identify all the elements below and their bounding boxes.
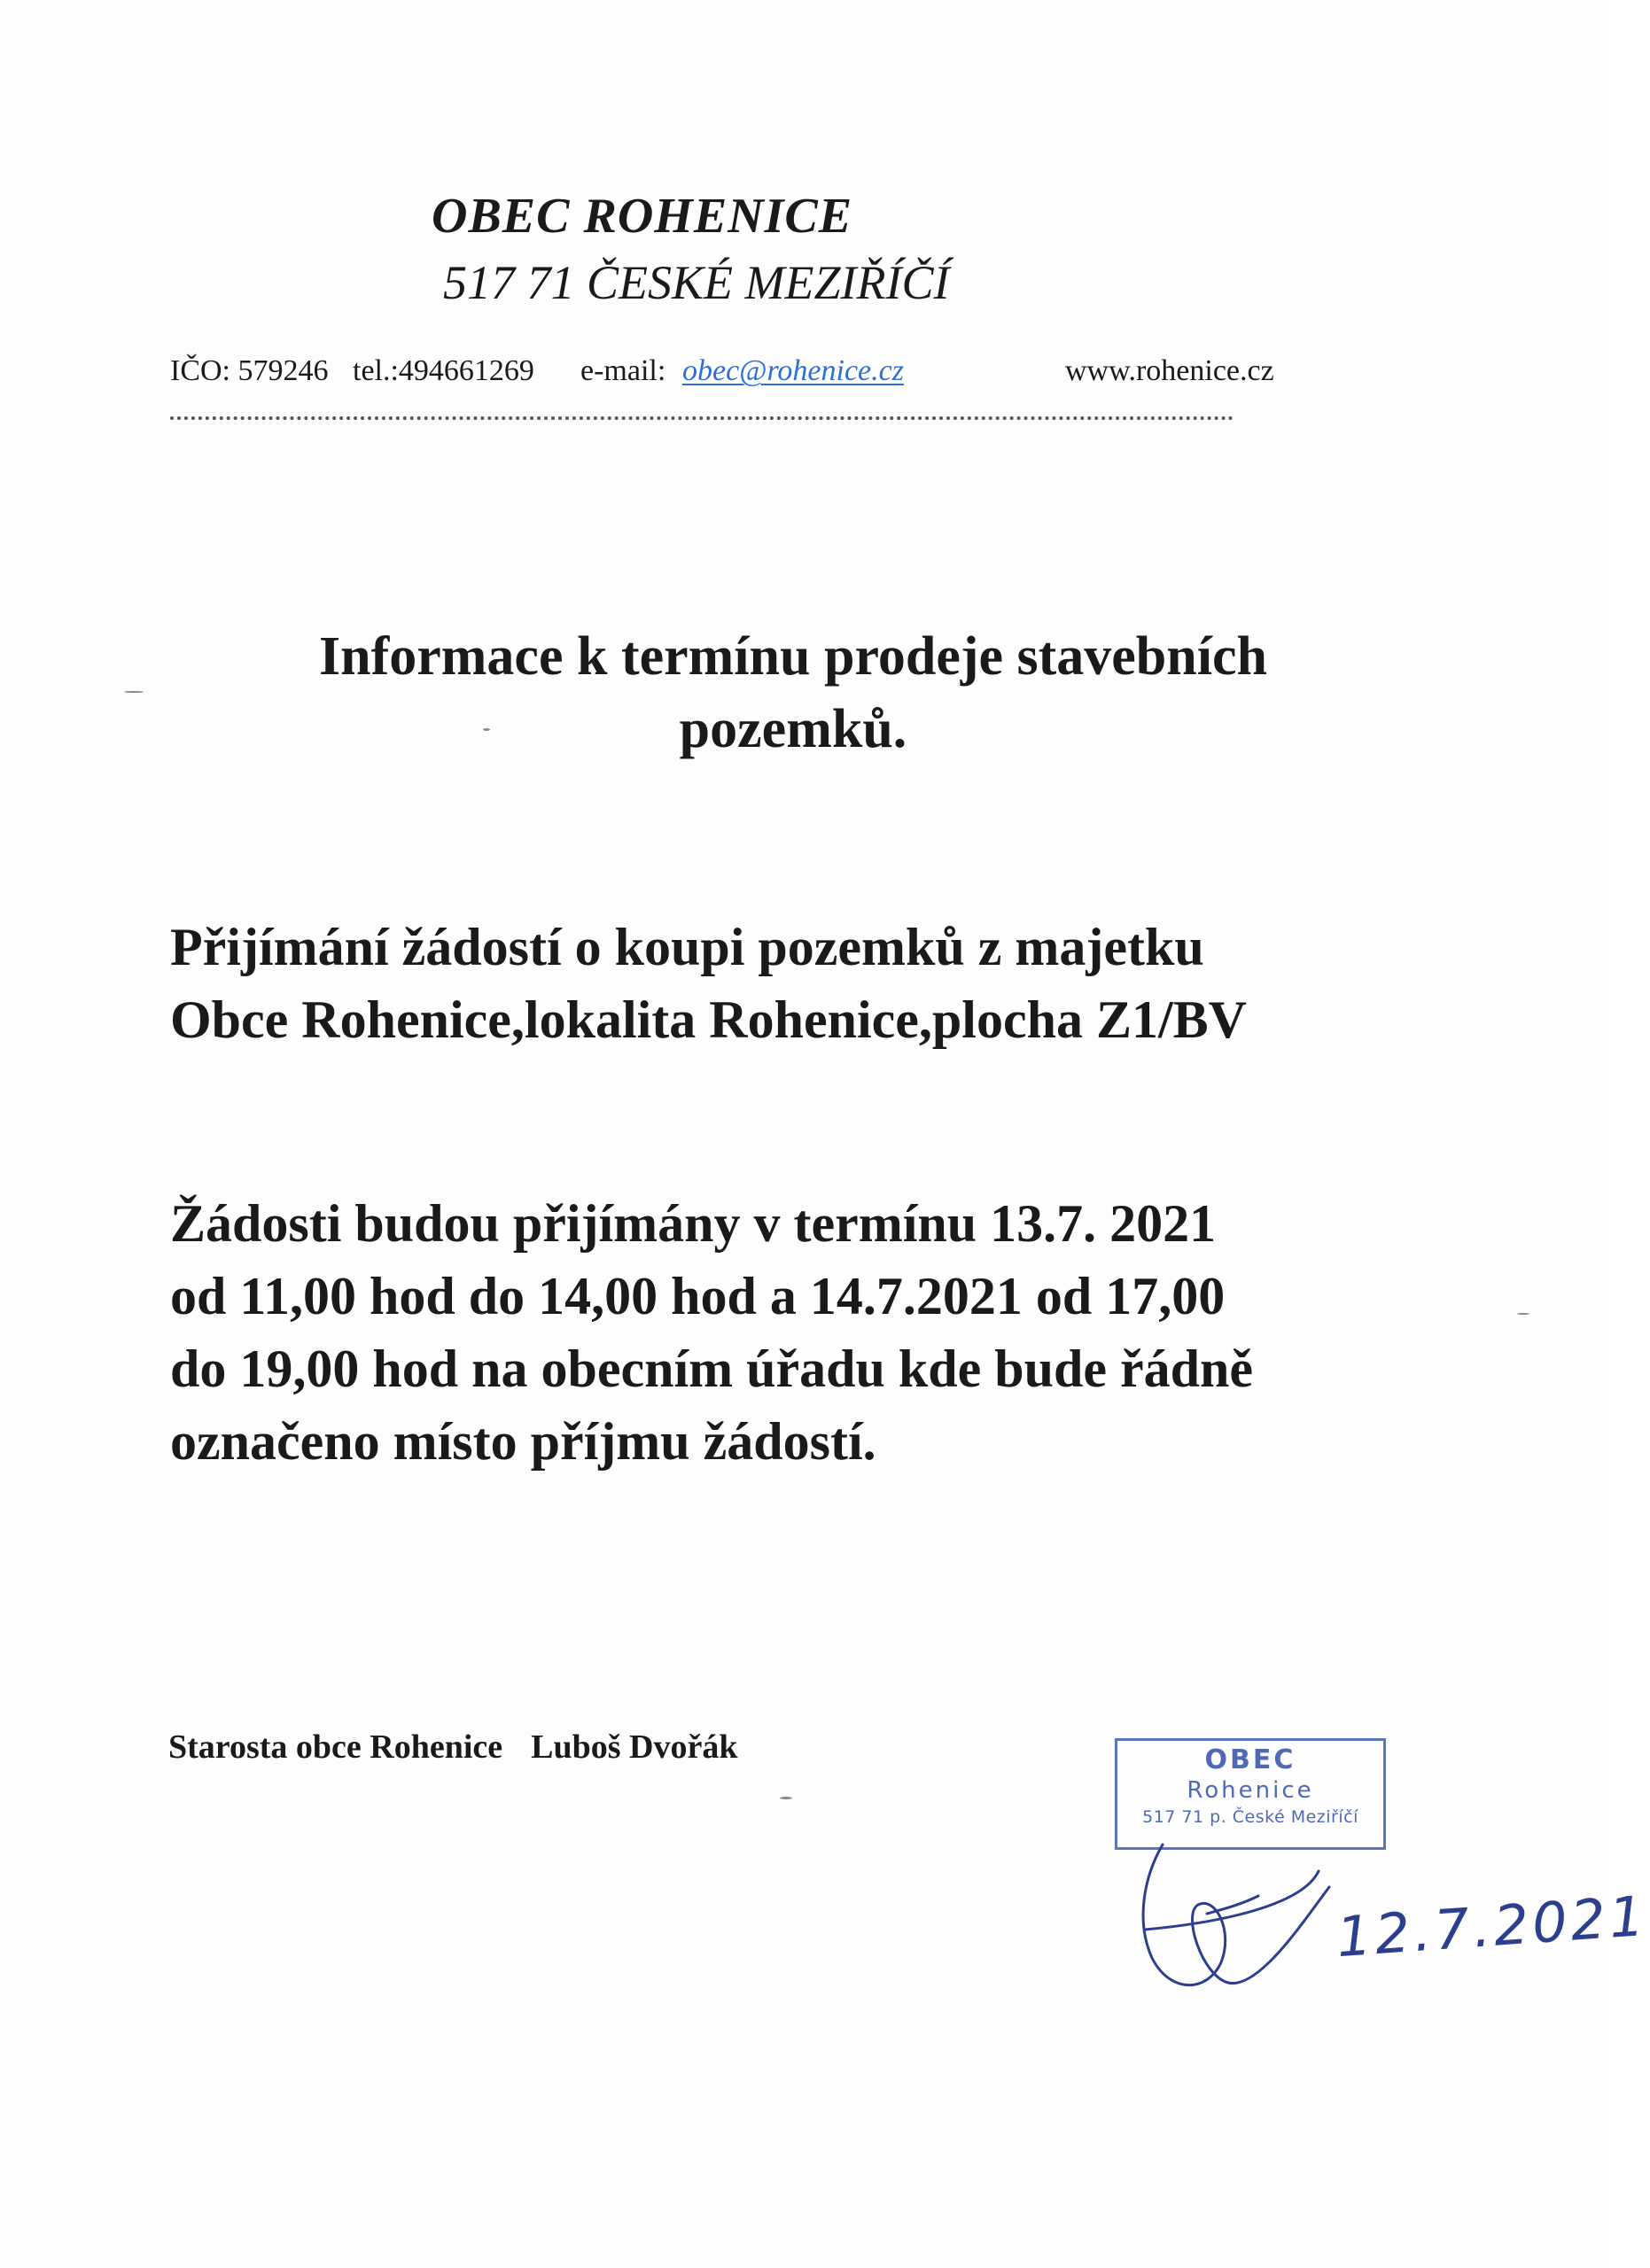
- stamp-line-2: Rohenice: [1187, 1777, 1314, 1804]
- email-link[interactable]: obec@rohenice.cz: [682, 354, 904, 387]
- scan-speck: [780, 1797, 792, 1799]
- title-line-1: Informace k termínu prodeje stavebních: [319, 626, 1267, 687]
- scan-speck: [483, 728, 490, 731]
- paragraph-2-line-2: od 11,00 hod do 14,00 hod a 14.7.2021 od 17,00: [170, 1267, 1226, 1325]
- scan-speck: [124, 691, 144, 693]
- org-address: 517 71 ČESKÉ MEZIŘÍČÍ: [443, 256, 950, 309]
- header-divider: [170, 416, 1234, 420]
- email-label: e-mail:: [580, 354, 666, 387]
- website: www.rohenice.cz: [1065, 354, 1274, 387]
- paragraph-1-line-1: Přijímání žádostí o koupi pozemků z majetku: [170, 918, 1204, 976]
- org-name: OBEC ROHENICE: [432, 189, 853, 244]
- official-stamp: [1115, 1738, 1386, 1850]
- paragraph-1: [170, 911, 1247, 1056]
- signoff: [168, 1728, 738, 1767]
- paragraph-1-line-2: Obce Rohenice,lokalita Rohenice,plocha Z1/BV: [170, 990, 1247, 1049]
- paragraph-2-line-1: Žádosti budou přijímány v termínu 13.7. 2021: [170, 1194, 1217, 1253]
- document-title: [160, 620, 1427, 765]
- paragraph-2: [170, 1187, 1253, 1478]
- telephone: tel.:494661269: [353, 354, 534, 387]
- title-line-2: pozemků.: [679, 699, 907, 759]
- handwritten-date: 12.7.2021: [1334, 1883, 1650, 1970]
- ico-number: IČO: 579246: [170, 354, 329, 387]
- paragraph-2-line-3: do 19,00 hod na obecním úřadu kde bude řádně: [170, 1340, 1253, 1398]
- signoff-role: Starosta obce Rohenice: [168, 1728, 503, 1766]
- signoff-name: Luboš Dvořák: [531, 1728, 738, 1766]
- scan-speck: [1517, 1313, 1529, 1315]
- stamp-line-1: OBEC: [1204, 1744, 1296, 1775]
- stamp-line-3: 517 71 p. České Meziříčí: [1142, 1807, 1358, 1827]
- paragraph-2-line-4: označeno místo příjmu žádostí.: [170, 1412, 876, 1471]
